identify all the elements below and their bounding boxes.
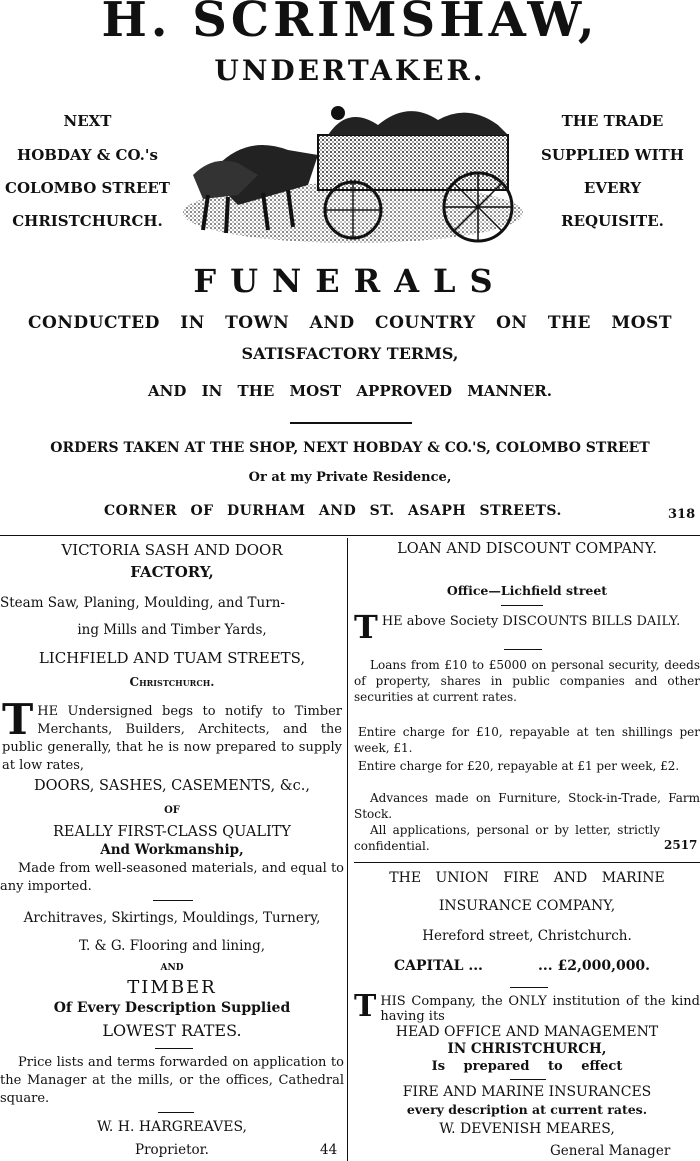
manager-name: W. DEVENISH MEARES, (439, 1121, 615, 1137)
head-office: HEAD OFFICE AND MANAGEMENT (395, 1024, 659, 1040)
loan-title: LOAN AND DISCOUNT COMPANY. (397, 541, 657, 557)
steam-saw-line-2: ing Mills and Timber Yards, (77, 622, 267, 638)
loan-divider-2 (504, 649, 542, 650)
ad-number-2517: 2517 (664, 838, 698, 852)
lowest-rates: LOWEST RATES. (102, 1021, 242, 1040)
every-description-rates: every description at current rates. (406, 1102, 648, 1117)
funerals-heading: FUNERALS (193, 262, 507, 300)
charge-twenty: Entire charge for £20, repayable at £1 per week, £2. (358, 759, 680, 773)
column-divider (347, 538, 348, 1161)
loan-office: Office—Lichfield street (446, 583, 608, 598)
divider-short-3 (158, 1112, 194, 1113)
right-trade-line-1: THE TRADE (561, 112, 664, 130)
lichfield-tuam-streets: LICHFIELD AND TUAM STREETS, (38, 649, 306, 667)
victoria-sash-advert (0, 538, 344, 1161)
union-body-text: HIS Company, the ONLY institution of the kind having its (380, 994, 700, 1024)
right-trade-line-2: SUPPLIED WITH (541, 146, 684, 164)
every-description: Of Every Description Supplied (53, 1000, 291, 1016)
union-insurance-advert (354, 866, 700, 1161)
loans-text: Loans from £10 to £5000 on personal security, deeds of property, shares in public companies and other securities at current rates. (354, 658, 700, 704)
made-from-materials: Made from well-seasoned materials, and equal to any imported. (0, 861, 344, 894)
loan-drop-cap: T (354, 608, 378, 646)
first-class-quality: REALLY FIRST-CLASS QUALITY (53, 824, 291, 840)
hargreaves-name: W. H. HARGREAVES, (96, 1119, 248, 1135)
proprietor-title: Proprietor. (135, 1142, 209, 1158)
approved-manner: AND IN THE MOST APPROVED MANNER. (148, 382, 552, 400)
capital-value: ... £2,000,000. (538, 958, 651, 974)
christchurch-city: Christchurch. (129, 675, 215, 689)
of-label: OF (164, 805, 180, 816)
hearse-illustration (178, 95, 523, 250)
notice-text: HE Undersigned begs to notify to Timber Merchants, Builders, Architects, and the public generally, that he is now prepared to supply at low rates, (2, 704, 342, 773)
left-address-line-4: CHRISTCHURCH. (12, 212, 163, 230)
divider-rule (290, 422, 412, 424)
union-divider-2 (510, 1079, 546, 1080)
advances-text: Advances made on Furniture, Stock-in-Trade, Farm Stock. (354, 791, 700, 821)
capital-label: CAPITAL ... (394, 958, 483, 974)
orders-taken: ORDERS TAKEN AT THE SHOP, NEXT HOBDAY & CO.'S, COLOMBO STREET (50, 440, 650, 456)
discounts-text: HE above Society DISCOUNTS BILLS DAILY. (381, 614, 681, 629)
fire-marine-insurances: FIRE AND MARINE INSURANCES (402, 1084, 652, 1100)
applications-text: All applications, personal or by letter, strictly confidential. (354, 823, 660, 853)
undertaker-title: UNDERTAKER. (214, 54, 486, 87)
left-address-line-3: COLOMBO STREET (5, 179, 170, 197)
discounts-daily (354, 608, 700, 646)
timber-heading: TIMBER (127, 977, 217, 998)
loan-divider-1 (501, 605, 543, 606)
right-column-separator (354, 862, 700, 863)
union-body (354, 989, 700, 1024)
prepared-to-effect: Is prepared to effect (431, 1059, 623, 1074)
union-title-1: THE UNION FIRE AND MARINE (389, 870, 665, 886)
corner-streets: CORNER OF DURHAM AND ST. ASAPH STREETS. (104, 503, 562, 519)
ad-number-318: 318 (668, 507, 696, 522)
union-divider-1 (510, 987, 548, 988)
union-title-2: INSURANCE COMPANY, (438, 898, 616, 914)
right-trade-line-3: EVERY (583, 179, 642, 197)
steam-saw-line-1: Steam Saw, Planing, Moulding, and Turn- (0, 595, 285, 611)
right-trade-line-4: REQUISITE. (561, 212, 664, 230)
left-address-line-1: NEXT (63, 112, 112, 130)
union-address: Hereford street, Christchurch. (422, 928, 632, 944)
doors-sashes: DOORS, SASHES, CASEMENTS, &c., (34, 778, 310, 794)
section-top-rule (0, 535, 700, 536)
conducted-line-2: SATISFACTORY TERMS, (241, 344, 459, 363)
loan-discount-advert (354, 538, 700, 856)
price-lists: Price lists and terms forwarded on application to the Manager at the mills, or the offices, Cathedral square. (0, 1055, 344, 1106)
notice-drop-cap: T (2, 695, 34, 744)
scrimshaw-name: H. SCRIMSHAW, (101, 0, 599, 48)
tg-flooring: T. & G. Flooring and lining, (78, 938, 266, 954)
manager-title: General Manager (550, 1143, 671, 1159)
and-label: AND (160, 963, 184, 973)
workmanship: And Workmanship, (100, 842, 244, 858)
left-address-line-2: HOBDAY & CO.'s (17, 146, 158, 164)
in-christchurch: IN CHRISTCHURCH, (447, 1041, 607, 1057)
divider-short-2 (155, 1048, 193, 1049)
charge-ten: Entire charge for £10, repayable at ten shillings per week, £1. (354, 725, 700, 755)
divider-short-1 (153, 900, 193, 901)
union-drop-cap: T (354, 989, 377, 1024)
architraves: Architraves, Skirtings, Mouldings, Turnery, (23, 910, 321, 926)
victoria-title-1: VICTORIA SASH AND DOOR (61, 541, 283, 559)
conducted-line-1: CONDUCTED IN TOWN AND COUNTRY ON THE MOST (28, 313, 672, 333)
ad-number-44: 44 (320, 1142, 338, 1158)
undersigned-notice (2, 695, 342, 775)
private-residence: Or at my Private Residence, (248, 470, 452, 485)
victoria-title-2: FACTORY, (130, 563, 214, 581)
